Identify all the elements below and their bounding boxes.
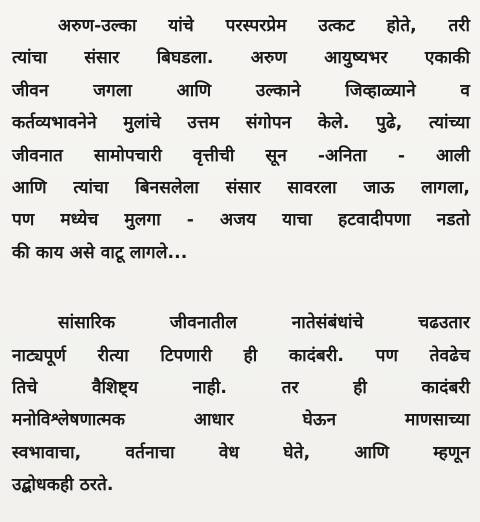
paragraph-1-line-3: जीवन जगला आणि उल्काने जिव्हाळ्याने व: [12, 80, 470, 101]
paragraph-1-line-8: की काय असे वाटू लागले...: [12, 242, 188, 263]
paragraph-2-line-2: नाट्यपूर्ण रीत्या टिपणारी ही कादंबरी. पण तेवढेच: [12, 345, 470, 366]
paragraph-2-line-4: मनोविश्लेषणात्मक आधार घेऊन माणसाच्या: [12, 410, 470, 431]
paragraph-1-line-4: कर्तव्यभावनेने मुलांचे उत्तम संगोपन केले. पुढे, त्यांच्या: [12, 113, 470, 134]
paragraph-2-line-5: स्वभावाचा, वर्तनाचा वेध घेते, आणि म्हणून: [12, 442, 470, 463]
paragraph-1: [12, 10, 470, 269]
paragraph-1-line-7: पण मध्येच मुलगा - अजय याचा हटवादीपणा नडतो: [12, 210, 470, 231]
paragraph-1-line-2: त्यांचा संसार बिघडला. अरुण आयुष्यभर एकाकी: [12, 48, 470, 69]
paragraph-1-line-1: अरुण-उल्का यांचे परस्परप्रेम उत्कट होते, तरी: [58, 16, 470, 36]
paragraph-2-line-6: उद्बोधकही ठरते.: [12, 475, 114, 496]
paragraph-2-line-1: सांसारिक जीवनातील नातेसंबंधांचे चढउतार: [58, 313, 470, 334]
paragraph-2: [12, 307, 470, 501]
paragraph-1-line-5: जीवनात सामोपचारी वृत्तीची सून -अनिता - आली: [12, 145, 470, 166]
paragraph-1-line-6: आणि त्यांचा बिनसलेला संसार सावरला जाऊ लागला,: [12, 177, 470, 198]
paragraph-2-line-3: तिचे वैशिष्ट्य नाही. तर ही कादंबरी: [12, 377, 470, 398]
